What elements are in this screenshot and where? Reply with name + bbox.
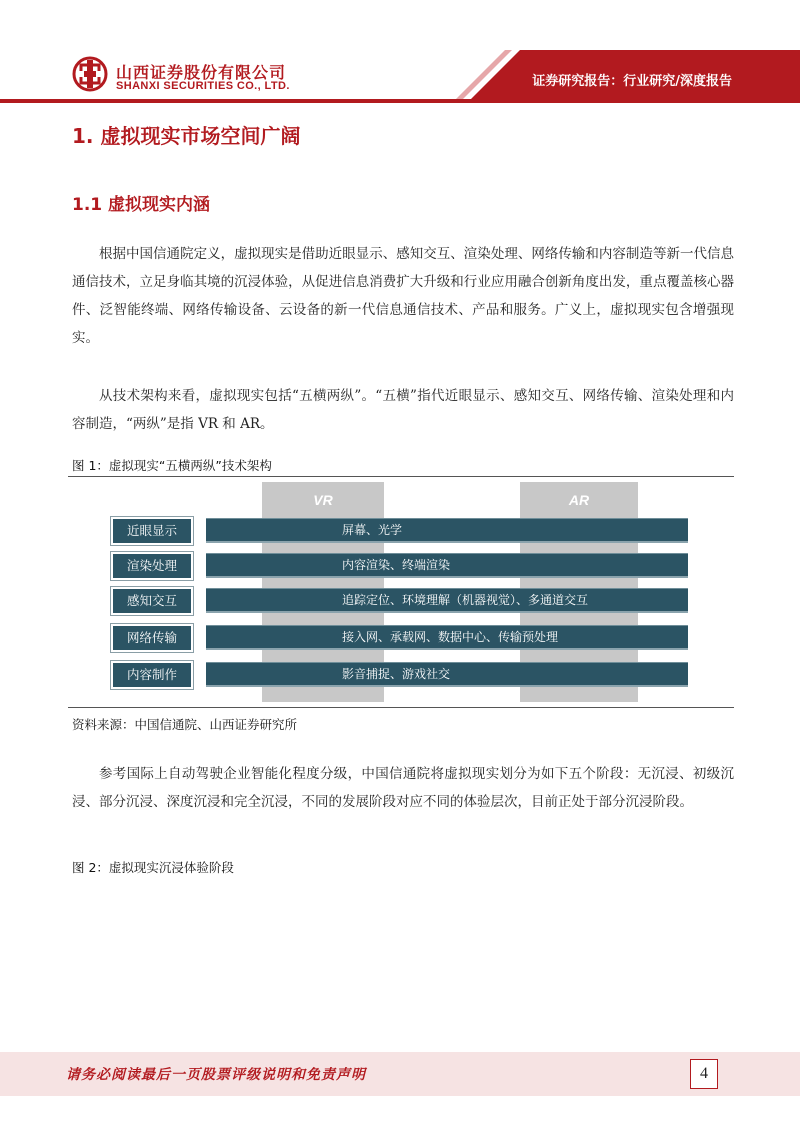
figure1-bottom-rule bbox=[68, 707, 734, 708]
layer-label-content: 内容制作 bbox=[111, 661, 193, 689]
layer-label-interaction: 感知交互 bbox=[111, 587, 193, 615]
layer-label-display: 近眼显示 bbox=[111, 517, 193, 545]
layer-bar-content bbox=[206, 662, 688, 687]
figure1-diagram bbox=[100, 480, 700, 704]
figure2-caption: 图 2：虚拟现实沉浸体验阶段 bbox=[72, 860, 234, 875]
page-number: 4 bbox=[690, 1059, 718, 1089]
figure1-source: 资料来源：中国信通院、山西证券研究所 bbox=[72, 717, 298, 732]
paragraph-architecture: 从技术架构来看，虚拟现实包括“五横两纵”。“五横”指代近眼显示、感知交互、网络传输、渲染处理和内容制造，“两纵”是指 VR 和 AR。 bbox=[72, 388, 734, 432]
layer-content-rendering: 内容渲染、终端渲染 bbox=[342, 558, 451, 572]
layer-bar-display bbox=[206, 518, 688, 543]
ar-column-label: AR bbox=[568, 492, 590, 508]
layer-content-display: 屏幕、光学 bbox=[342, 523, 403, 537]
vr-column-label: VR bbox=[313, 492, 333, 508]
figure1-caption: 图 1：虚拟现实“五横两纵”技术架构 bbox=[72, 458, 272, 473]
subsection-heading: 1.1 虚拟现实内涵 bbox=[72, 195, 211, 215]
paragraph-stages: 参考国际上自动驾驶企业智能化程度分级，中国信通院将虚拟现实划分为如下五个阶段：无沉浸、初级沉浸、部分沉浸、深度沉浸和完全沉浸，不同的发展阶段对应不同的体验层次，目前正处于部分沉浸阶段。 bbox=[72, 766, 734, 810]
layer-bar-rendering bbox=[206, 553, 688, 578]
layer-bar-interaction bbox=[206, 588, 688, 613]
page-header bbox=[0, 0, 800, 108]
header-divider bbox=[0, 99, 800, 103]
company-name-cn: 山西证券股份有限公司 bbox=[116, 63, 287, 82]
layer-label-rendering: 渲染处理 bbox=[111, 552, 193, 580]
layer-content-content: 影音捕捉、游戏社交 bbox=[342, 667, 451, 681]
disclaimer-link: 请务必阅读最后一页股票评级说明和免责声明 bbox=[66, 1067, 366, 1083]
paragraph-definition: 根据中国信通院定义，虚拟现实是借助近眼显示、感知交互、渲染处理、网络传输和内容制造等新一代信息通信技术，立足身临其境的沉浸体验，从促进信息消费扩大升级和行业应用融合创新角度出发，重点覆盖核心器件、泛智能终端、网络传输设备、云设备的新一代信息通信技术、产品和服务。广义上，虚拟现实包含增强现实。 bbox=[72, 246, 734, 346]
layer-bar-network bbox=[206, 625, 688, 650]
figure1-top-rule bbox=[68, 476, 734, 477]
layer-label-network: 网络传输 bbox=[111, 624, 193, 652]
section-heading: 1. 虚拟现实市场空间广阔 bbox=[72, 124, 301, 148]
company-logo-icon bbox=[72, 56, 108, 92]
layer-content-interaction: 追踪定位、环境理解（机器视觉）、多通道交互 bbox=[342, 593, 589, 607]
report-type-label: 证券研究报告：行业研究/深度报告 bbox=[532, 74, 732, 89]
company-name-en: SHANXI SECURITIES CO., LTD. bbox=[116, 80, 290, 92]
layer-content-network: 接入网、承载网、数据中心、传输预处理 bbox=[342, 630, 559, 644]
